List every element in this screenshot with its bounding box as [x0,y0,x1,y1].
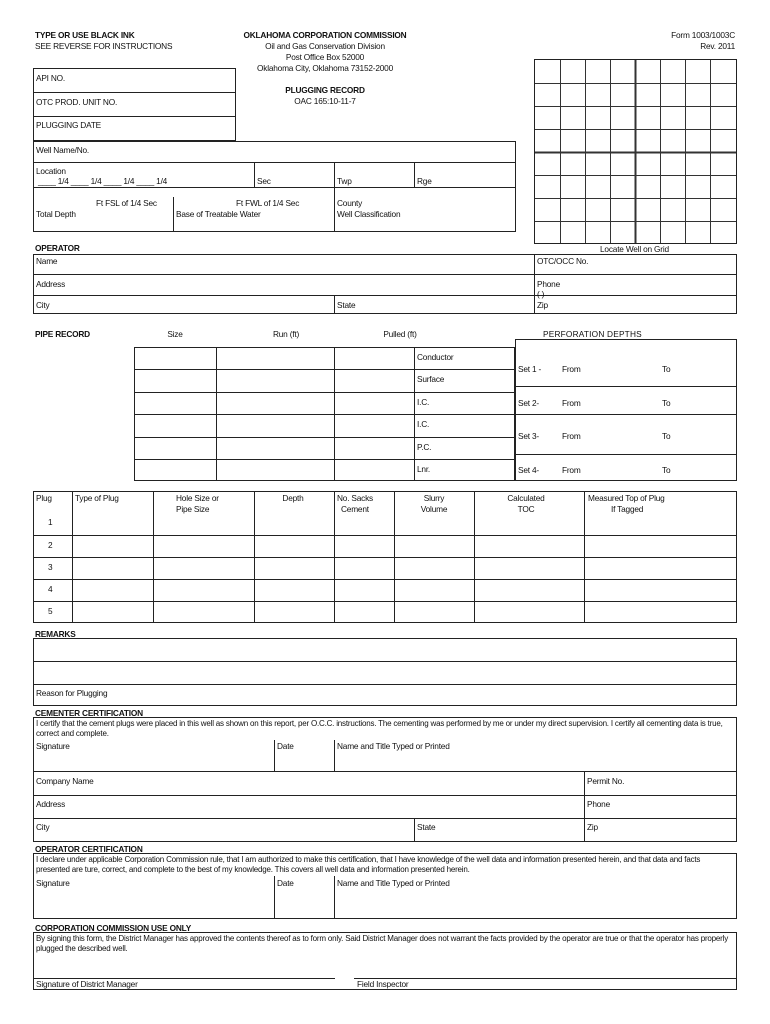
divider [33,579,737,580]
divider [33,601,737,602]
operator-name-title-label[interactable]: Name and Title Typed or Printed [337,878,450,888]
agency-name: OKLAHOMA CORPORATION COMMISSION [243,30,407,40]
divider [515,414,737,415]
divider [134,369,515,370]
plug-col-hole: Hole Size or [176,493,219,503]
operator-cert-title: OPERATOR CERTIFICATION [35,844,143,854]
divider [33,116,236,117]
location-grid[interactable] [534,59,737,244]
ft-fsl-label[interactable]: Ft FSL of 1/4 Sec [96,198,157,208]
divider [334,740,335,771]
pipe-row-label: Lnr. [417,464,431,474]
dm-signature-label[interactable]: Signature of District Manager [36,979,138,989]
divider [33,557,737,558]
perf-from[interactable]: From [562,398,581,408]
pipe-col-pulled: Pulled (ft) [383,329,417,339]
plug-col-hole: Pipe Size [176,504,210,514]
total-depth-label[interactable]: Total Depth [36,209,76,219]
rge-label[interactable]: Rge [417,176,432,186]
operator-box [33,254,737,314]
division-name: Oil and Gas Conservation Division [265,41,385,51]
cementer-cert-title: CEMENTER CERTIFICATION [35,708,143,718]
divider [274,876,275,919]
perf-set-3: Set 3- [518,431,539,441]
divider [33,684,737,685]
pipe-col-size: Size [167,329,183,339]
cementer-state-label[interactable]: State [417,822,436,832]
commission-title: CORPORATION COMMISSION USE ONLY [35,923,192,933]
county-label[interactable]: County [337,198,363,208]
perf-from[interactable]: From [562,364,581,374]
perforation-table [515,339,737,481]
plug-col-calc-toc: TOC [517,504,535,514]
base-treatable-label[interactable]: Base of Treatable Water [176,209,261,219]
locate-grid-caption: Locate Well on Grid [600,244,669,254]
divider [33,92,236,93]
divider [134,459,515,460]
cementer-phone-label[interactable]: Phone [587,799,610,809]
ink-instruction: TYPE OR USE BLACK INK [35,30,135,40]
remarks-title: REMARKS [35,629,76,639]
operator-cert-text: I declare under applicable Corporation Commission rule, that I am authorized to make this certification, that I have knowledge of the well data and information presented herein, and that data and facts presented are ture, correct, and complete to the best of my knowledge. This covers all well data and information presented herein. [36,855,701,874]
perf-to[interactable]: To [662,465,671,475]
grid-lines [535,60,736,243]
plug-col-depth: Depth [282,493,304,503]
cementer-city-label[interactable]: City [36,822,50,832]
perf-from[interactable]: From [562,465,581,475]
sec-label[interactable]: Sec [257,176,271,186]
plug-row-number: 5 [48,606,53,616]
pipe-col-run: Run (ft) [272,329,300,339]
divider [33,771,737,772]
plug-col-measured: If Tagged [611,504,644,514]
perf-to[interactable]: To [662,431,671,441]
well-name-label[interactable]: Well Name/No. [36,145,90,155]
operator-state-label[interactable]: State [337,300,356,310]
plug-row-number: 1 [48,517,53,527]
form-number: Form 1003/1003C [671,30,735,40]
divider [334,162,335,232]
location-label: Location [36,166,66,176]
reason-for-plugging-label[interactable]: Reason for Plugging [36,688,108,698]
divider [515,386,737,387]
perf-from[interactable]: From [562,431,581,441]
divider [134,414,515,415]
divider [515,454,737,455]
operator-date-label[interactable]: Date [277,878,294,888]
ft-fwl-label[interactable]: Ft FWL of 1/4 Sec [236,198,300,208]
operator-zip-label[interactable]: Zip [537,300,548,310]
perf-to[interactable]: To [662,398,671,408]
plug-col-slurry: Slurry [423,493,445,503]
reverse-instruction: SEE REVERSE FOR INSTRUCTIONS [35,41,173,51]
perf-set-2: Set 2- [518,398,539,408]
operator-city-label[interactable]: City [36,300,50,310]
cementer-address-label[interactable]: Address [36,799,66,809]
operator-name-label[interactable]: Name [36,256,58,266]
operator-phone-label[interactable]: Phone [537,279,560,289]
plug-col-sacks: No. Sacks [337,493,374,503]
perforation-title: PERFORATION DEPTHS [543,329,642,339]
otc-prod-unit-label[interactable]: OTC PROD. UNIT NO. [36,97,118,107]
plug-col-slurry: Volume [420,504,448,514]
cementer-signature-label[interactable]: Signature [36,741,70,751]
agency-city: Oklahoma City, Oklahoma 73152-2000 [256,63,394,73]
cementer-date-label[interactable]: Date [277,741,294,751]
cementer-zip-label[interactable]: Zip [587,822,598,832]
record-title: PLUGGING RECORD [285,85,365,95]
permit-no-label[interactable]: Permit No. [587,776,625,786]
twp-label[interactable]: Twp [337,176,352,186]
pipe-row-label: I.C. [417,397,430,407]
plug-col-measured: Measured Top of Plug [588,493,665,503]
cementer-name-title-label[interactable]: Name and Title Typed or Printed [337,741,450,751]
divider [33,535,737,536]
cementer-cert-text: I certify that the cement plugs were placed in this well as shown on this report, per O.C.C. instructions. The cementing was performed by me or under my direct supervision. I certify all cementing data is true, correct and complete. [36,719,723,738]
plug-col-calc-toc: Calculated [507,493,545,503]
divider [254,162,255,187]
divider [274,740,275,771]
divider [534,254,535,314]
quarter-sections[interactable]: ____ 1/4 ____ 1/4 ____ 1/4 ____ 1/4 [38,176,168,186]
plug-row-number: 2 [48,540,53,550]
plugging-date-label[interactable]: PLUGGING DATE [36,120,102,130]
remarks-box[interactable] [33,638,737,706]
divider [33,162,516,163]
well-classification-label[interactable]: Well Classification [337,209,401,219]
divider [33,818,737,819]
otc-occ-no-label[interactable]: OTC/OCC No. [537,256,589,266]
pipe-record-title: PIPE RECORD [35,329,90,339]
divider [354,978,737,979]
divider [33,295,737,296]
divider [33,661,737,662]
oac-reference: OAC 165:10-11-7 [294,96,356,106]
divider [33,274,737,275]
perf-to[interactable]: To [662,364,671,374]
divider [134,392,515,393]
operator-signature-label[interactable]: Signature [36,878,70,888]
pipe-row-label: Conductor [417,352,454,362]
divider [173,197,174,232]
divider [584,771,585,842]
divider [33,187,516,188]
operator-section-title: OPERATOR [35,243,80,253]
operator-address-label[interactable]: Address [36,279,66,289]
pipe-row-label: I.C. [417,419,430,429]
divider [334,876,335,919]
divider [414,162,415,187]
field-inspector-label[interactable]: Field Inspector [357,979,409,989]
pipe-row-label: P.C. [417,442,432,452]
pipe-row-label: Surface [417,374,445,384]
plug-col-sacks: Cement [341,504,369,514]
phone-area-code: ( ) [537,289,545,299]
po-box: Post Office Box 52000 [285,52,365,62]
divider [134,437,515,438]
divider [33,795,737,796]
perf-set-4: Set 4- [518,465,539,475]
form-revision: Rev. 2011 [700,41,735,51]
plug-row-number: 4 [48,584,53,594]
divider [414,818,415,842]
commission-text: By signing this form, the District Manager has approved the contents thereof as to form only. Said District Manager does not warrant the facts provided by the operator are true or that the operator has properly plugged the described well. [36,934,729,953]
plug-col-plug: Plug [36,493,52,503]
plug-row-number: 3 [48,562,53,572]
divider [334,295,335,314]
company-name-label[interactable]: Company Name [36,776,94,786]
perf-set-1: Set 1 - [518,364,542,374]
api-no-label[interactable]: API NO. [36,73,66,83]
plug-col-type: Type of Plug [75,493,119,503]
